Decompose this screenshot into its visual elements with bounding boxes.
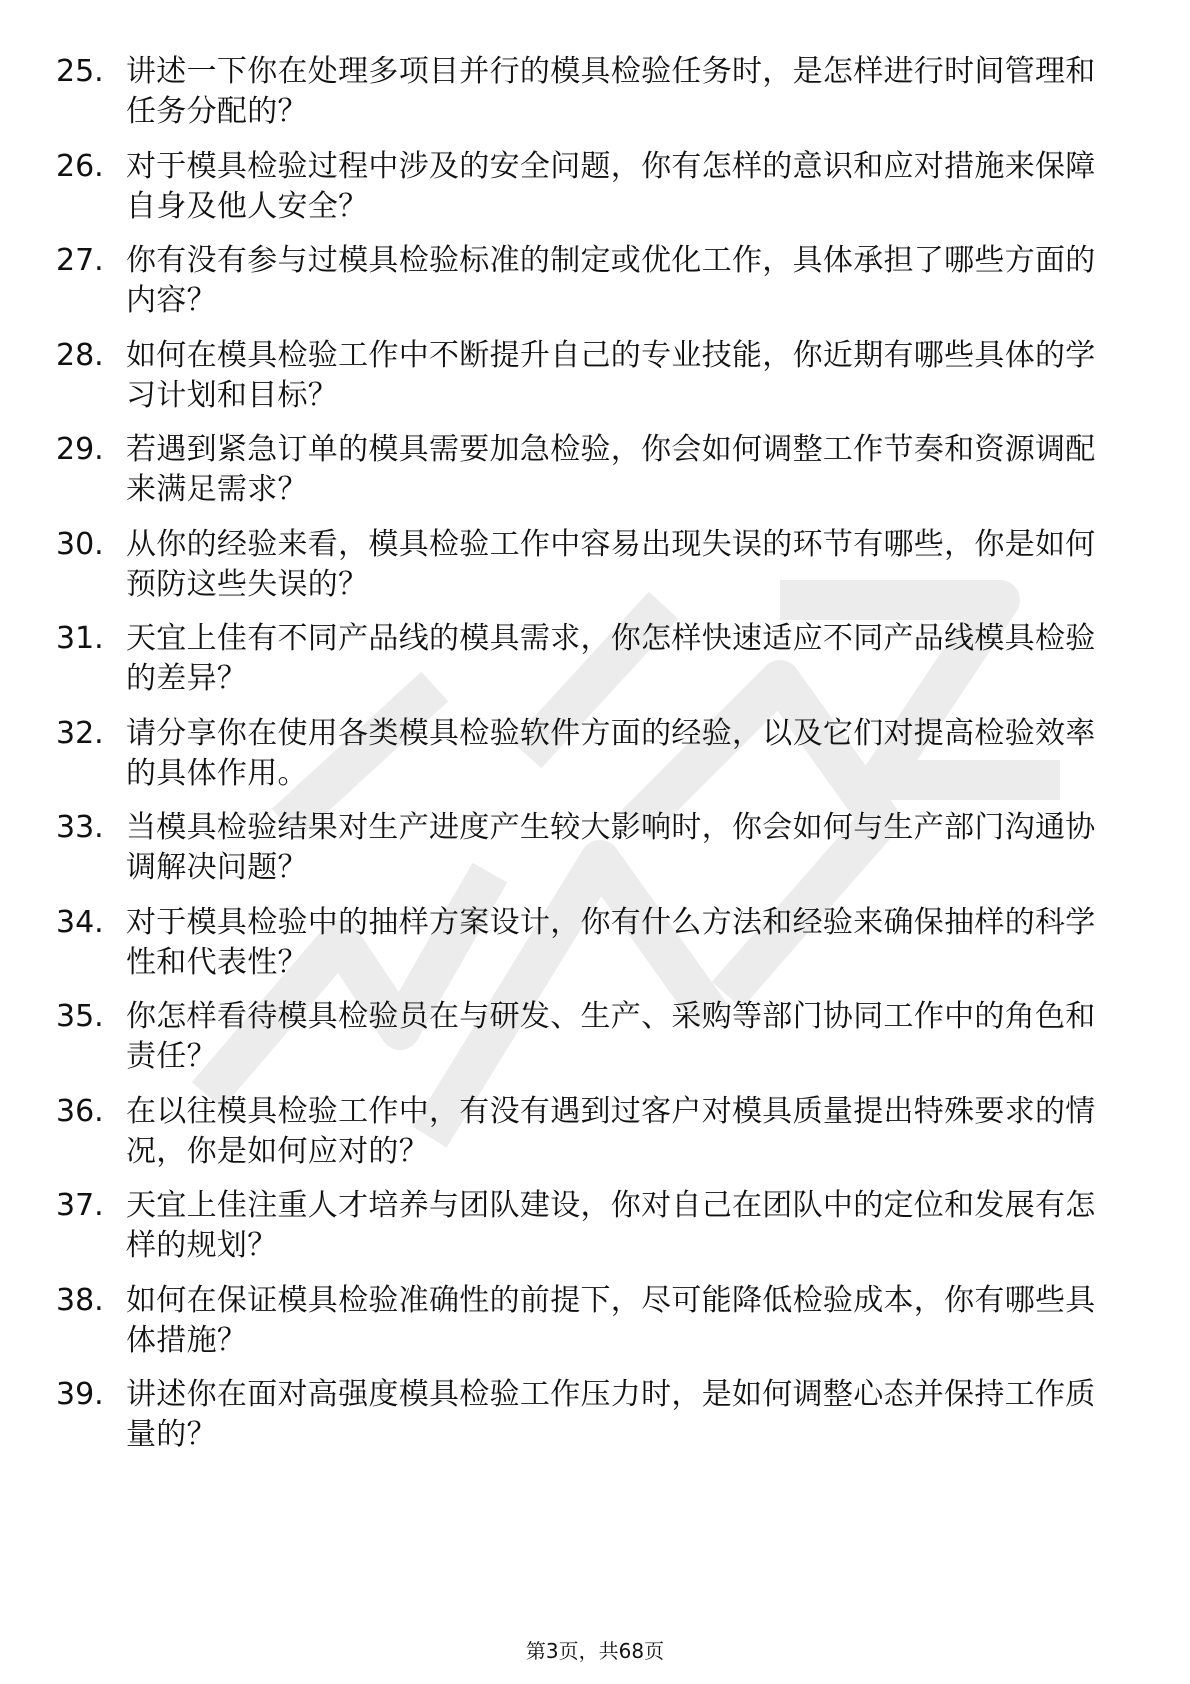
question-number: 38. [56,1282,104,1318]
question-text: 你有没有参与过模具检验标准的制定或优化工作，具体承担了哪些方面的内容？ [126,243,1096,318]
question-item [56,997,1116,1077]
question-item [56,1375,1116,1455]
question-number: 30. [56,526,104,562]
question-text: 如何在保证模具检验准确性的前提下，尽可能降低检验成本，你有哪些具体措施？ [126,1282,1096,1358]
question-item [56,1281,1116,1361]
question-number: 25. [56,54,104,89]
question-item [56,52,1116,132]
question-text: 对于模具检验中的抽样方案设计，你有什么方法和经验来确保抽样的科学性和代表性？ [126,904,1096,980]
question-text: 从你的经验来看，模具检验工作中容易出现失误的环节有哪些，你是如何预防这些失误的？ [126,526,1096,602]
question-number: 29. [56,432,104,467]
question-text: 天宜上佳注重人才培养与团队建设，你对自己在团队中的定位和发展有怎样的规划？ [126,1188,1096,1263]
question-text: 你怎样看待模具检验员在与研发、生产、采购等部门协同工作中的角色和责任？ [126,999,1096,1074]
question-text: 在以往模具检验工作中，有没有遇到过客户对模具质量提出特殊要求的情况，你是如何应对的？ [126,1093,1096,1169]
question-item [56,430,1116,510]
question-item [56,619,1116,699]
question-number: 33. [56,810,104,845]
question-text: 若遇到紧急订单的模具需要加急检验，你会如何调整工作节奏和资源调配来满足需求？ [126,432,1096,507]
question-number: 34. [56,904,104,940]
question-number: 36. [56,1093,104,1129]
question-item [56,714,1116,794]
question-number: 39. [56,1377,104,1412]
question-number: 35. [56,999,104,1034]
question-item [56,1186,1116,1266]
question-text: 讲述你在面对高强度模具检验工作压力时，是如何调整心态并保持工作质量的？ [126,1377,1096,1452]
question-number: 26. [56,148,104,184]
page-number-footer: 第3页，共68页 [525,1639,665,1663]
question-item [56,1092,1116,1172]
question-number: 32. [56,715,104,751]
question-number: 28. [56,337,104,373]
question-list [56,52,1116,1470]
question-text: 请分享你在使用各类模具检验软件方面的经验，以及它们对提高检验效率的具体作用。 [126,715,1096,791]
question-number: 31. [56,621,104,656]
question-text: 对于模具检验过程中涉及的安全问题，你有怎样的意识和应对措施来保障自身及他人安全？ [126,148,1096,224]
question-number: 37. [56,1188,104,1223]
question-text: 当模具检验结果对生产进度产生较大影响时，你会如何与生产部门沟通协调解决问题？ [126,810,1096,885]
question-item [56,525,1116,605]
question-item [56,241,1116,321]
question-text: 讲述一下你在处理多项目并行的模具检验任务时，是怎样进行时间管理和任务分配的？ [126,54,1096,129]
question-text: 天宜上佳有不同产品线的模具需求，你怎样快速适应不同产品线模具检验的差异？ [126,621,1096,696]
question-number: 27. [56,243,104,278]
question-item [56,336,1116,416]
question-item [56,903,1116,983]
question-item [56,147,1116,227]
question-item [56,808,1116,888]
question-text: 如何在模具检验工作中不断提升自己的专业技能，你近期有哪些具体的学习计划和目标？ [126,337,1096,413]
